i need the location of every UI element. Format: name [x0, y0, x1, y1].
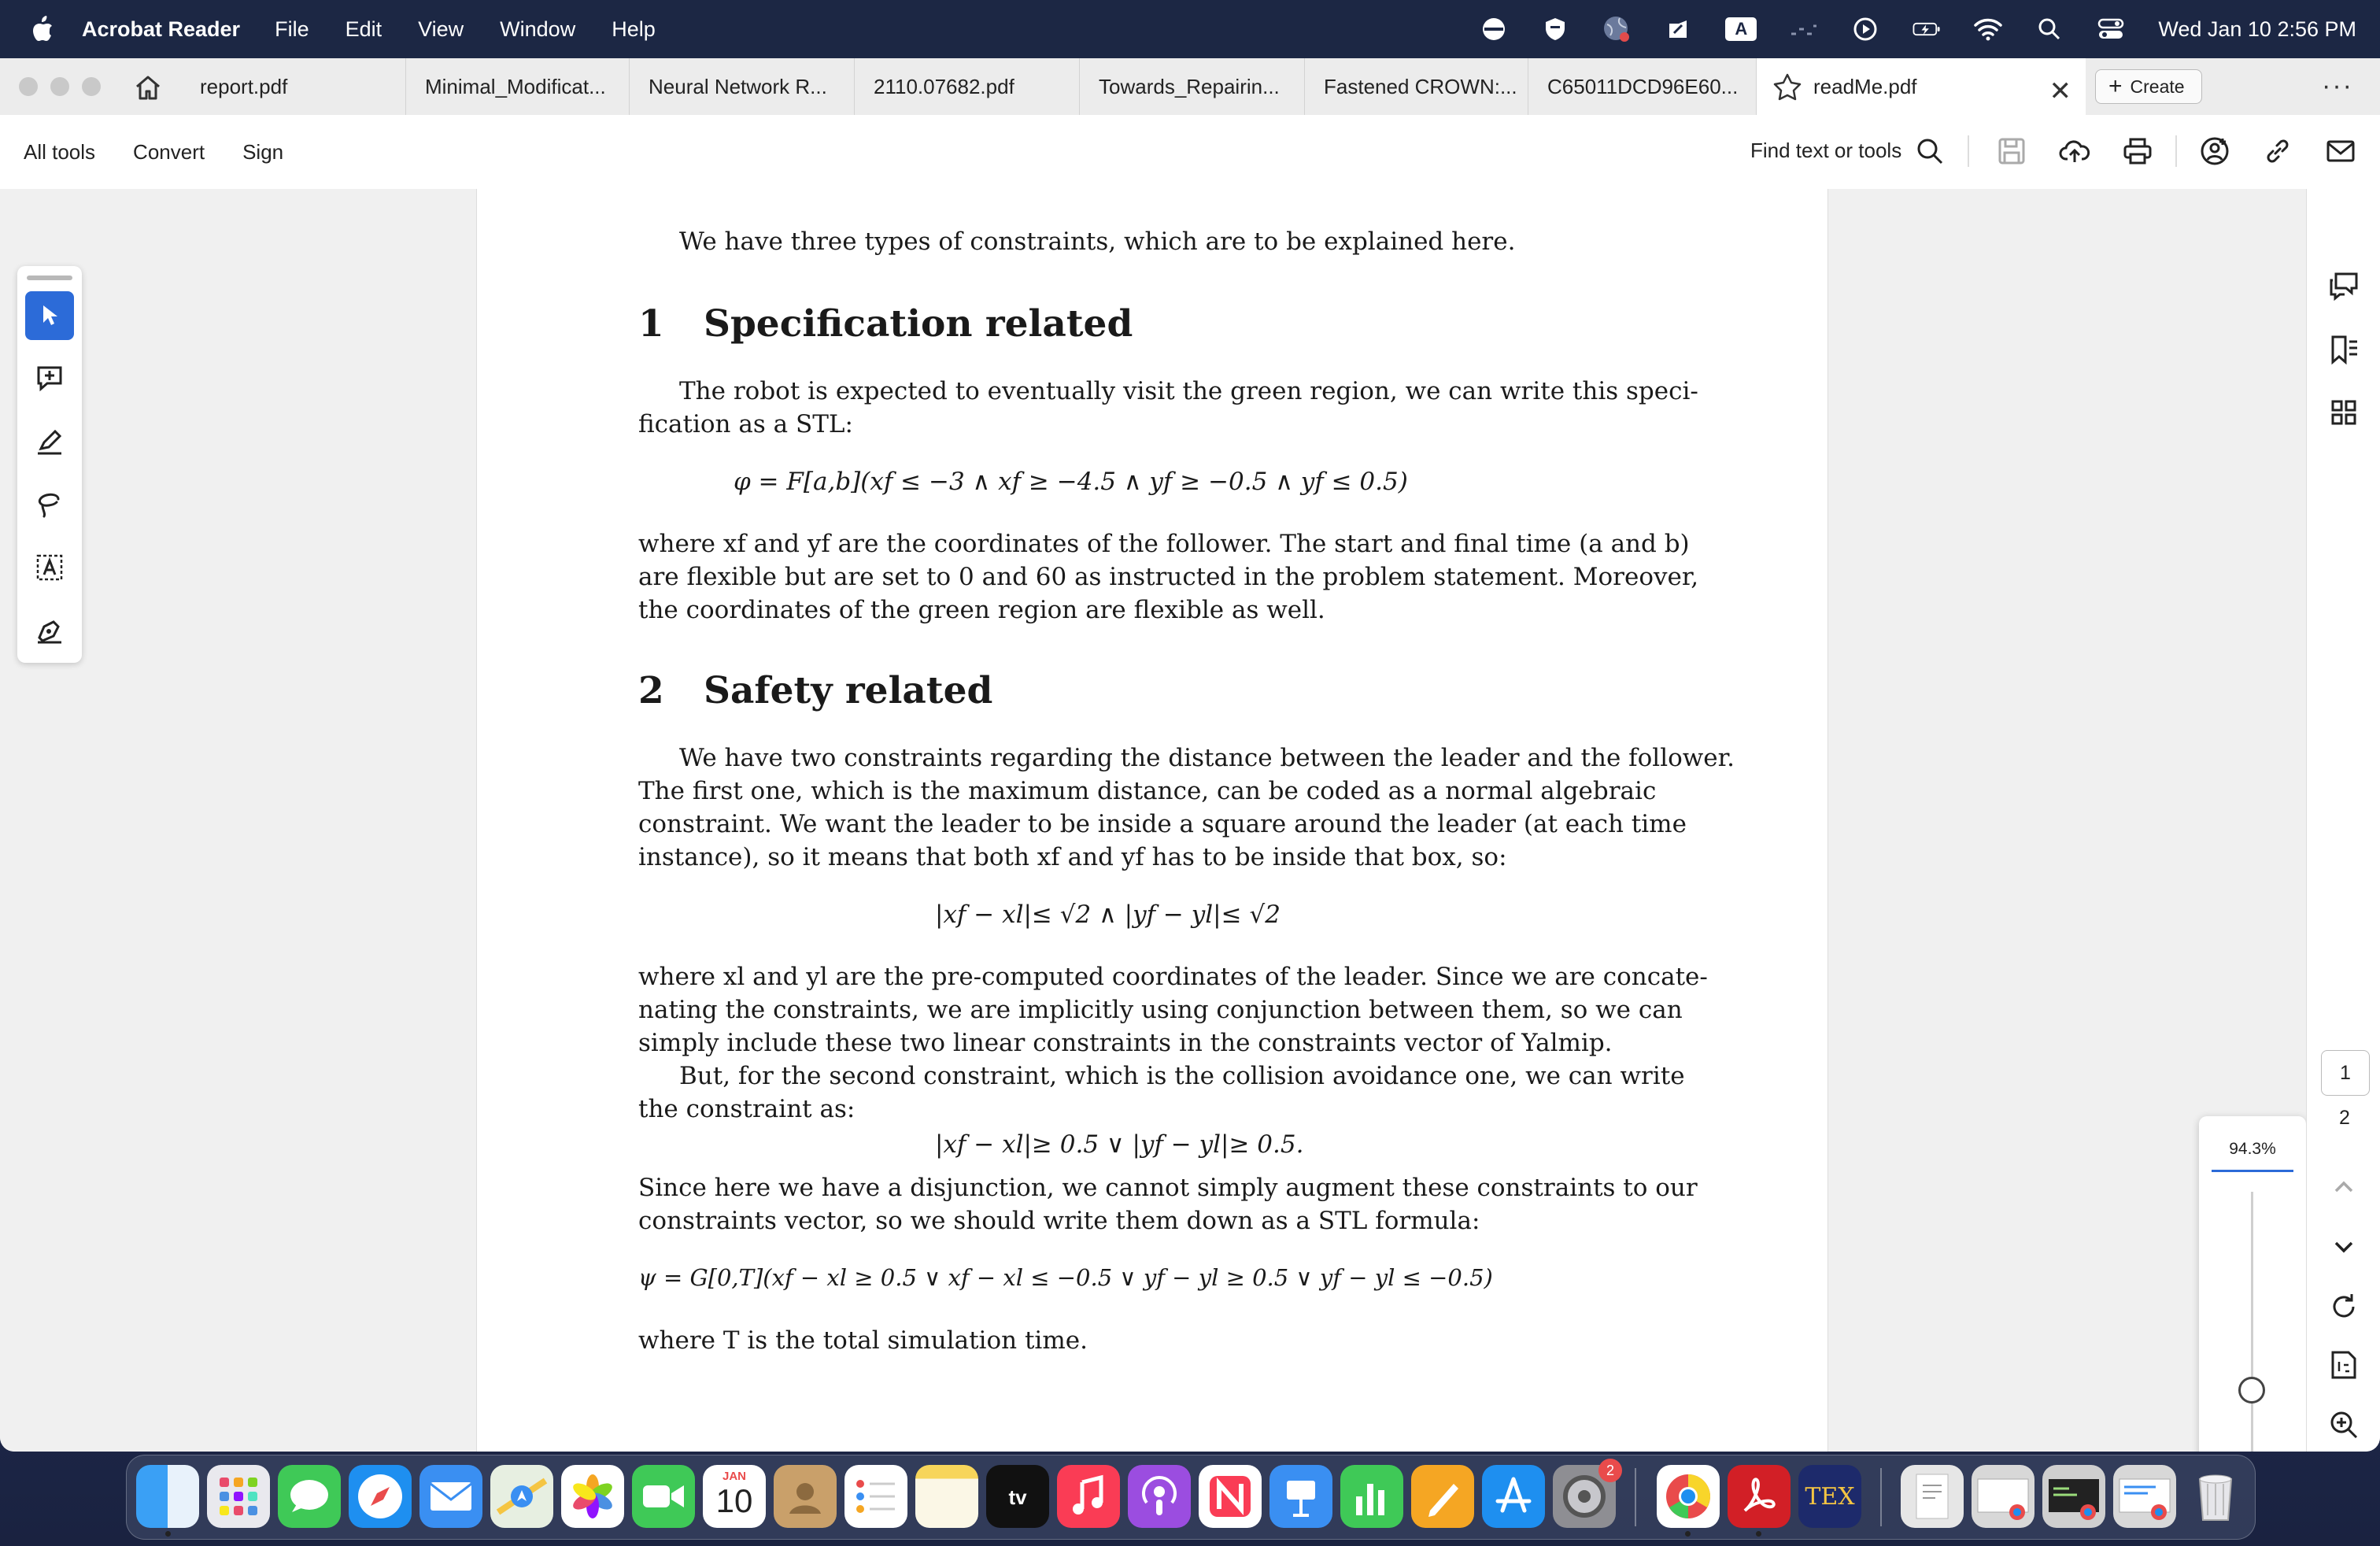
pdf-page[interactable]	[476, 189, 1828, 1452]
tab-label: 2110.07682.pdf	[874, 74, 1014, 98]
news-app-icon[interactable]	[1199, 1465, 1262, 1528]
play-status-icon[interactable]	[1851, 15, 1879, 43]
paragraph-line: the coordinates of the green region are flexible as well.	[638, 596, 1325, 624]
upload-cloud-icon[interactable]	[2059, 135, 2090, 167]
palette-drag-handle[interactable]	[27, 276, 72, 280]
paragraph-line: We have two constraints regarding the distance between the leader and the follower.	[679, 744, 1735, 772]
tab-readme[interactable]	[1757, 58, 2086, 115]
paragraph-line: where xl and yl are the pre-computed coordinates of the leader. Since we are concate-	[638, 963, 1708, 991]
contacts-app-icon[interactable]	[774, 1465, 837, 1528]
equation-collision: |xf − xl|≥ 0.5 ∨ |yf − yl|≥ 0.5.	[935, 1130, 1304, 1159]
paragraph-line: Since here we have a disjunction, we cannot simply augment these constraints to our	[638, 1174, 1698, 1202]
window-minimize-button[interactable]	[50, 77, 69, 96]
tab-label: readMe.pdf	[1813, 74, 1917, 98]
podcasts-app-icon[interactable]	[1128, 1465, 1191, 1528]
minimized-window-thumbnail[interactable]	[1972, 1465, 2034, 1528]
keyboard-input-indicator[interactable]: A	[1725, 17, 1757, 41]
paragraph-line: instance), so it means that both xf and yf has to be inside that box, so:	[638, 843, 1507, 871]
select-tool-button[interactable]	[25, 291, 74, 340]
comment-plus-icon	[35, 364, 65, 394]
comments-panel-icon[interactable]	[2328, 271, 2360, 302]
equation-psi: ψ = G[0,T](xf − xl ≥ 0.5 ∨ xf − xl ≤ −0.5 ∨ yf − yl ≥ 0.5 ∨ yf − yl ≤ −0.5)	[638, 1264, 1493, 1291]
safari-app-icon[interactable]	[349, 1465, 412, 1528]
system-settings-app-icon[interactable]	[1553, 1462, 1616, 1528]
chrome-app-icon[interactable]	[1657, 1465, 1720, 1528]
paragraph-line: constraint. We want the leader to be inside a square around the leader (at each time	[638, 810, 1687, 838]
sign-tool-button[interactable]	[25, 606, 74, 655]
menu-edit[interactable]: Edit	[345, 17, 382, 41]
tab-label: Minimal_Modificat...	[425, 74, 606, 98]
lasso-draw-icon	[35, 490, 65, 520]
sign-button[interactable]: Sign	[242, 139, 284, 164]
menu-view[interactable]: View	[418, 17, 464, 41]
notes-app-icon[interactable]	[915, 1465, 978, 1528]
paragraph-line: are flexible but are set to 0 and 60 as instructed in the problem statement. Moreover,	[638, 563, 1699, 591]
menubar-clock[interactable]: Wed Jan 10 2:56 PM	[2158, 17, 2356, 41]
paragraph-intro: We have three types of constraints, which are to be explained here.	[679, 227, 1516, 256]
mail-app-icon[interactable]	[419, 1465, 482, 1528]
launchpad-app-icon[interactable]	[207, 1465, 270, 1528]
tab-fastened-crown[interactable]	[1305, 58, 1528, 115]
zoom-popover	[2199, 1116, 2306, 1452]
music-app-icon[interactable]	[1057, 1465, 1120, 1528]
keynote-app-icon[interactable]	[1269, 1465, 1332, 1528]
paragraph-line: constraints vector, so we should write them down as a STL formula:	[638, 1207, 1480, 1235]
total-pages-label: 2	[2339, 1107, 2350, 1129]
tab-label: report.pdf	[200, 74, 288, 98]
acrobat-reader-app-icon[interactable]	[1728, 1465, 1791, 1528]
tab-label: Neural Network R...	[649, 74, 827, 98]
facetime-app-icon[interactable]	[632, 1465, 695, 1528]
tab-neural-network[interactable]	[630, 58, 855, 115]
bookmarks-panel-icon[interactable]	[2328, 334, 2360, 365]
paragraph-line: simply include these two linear constraints in the constraints vector of Yalmip.	[638, 1029, 1613, 1057]
plus-icon: +	[2108, 73, 2123, 99]
page-thumbnails-icon[interactable]	[2328, 397, 2360, 428]
next-page-chevron-down-icon[interactable]	[2328, 1231, 2360, 1263]
cursor-arrow-icon	[36, 302, 63, 329]
dock	[126, 1455, 2256, 1540]
zoom-in-icon[interactable]	[2328, 1409, 2360, 1441]
email-icon[interactable]	[2325, 135, 2356, 167]
all-tools-button[interactable]: All tools	[24, 139, 96, 164]
apple-tv-app-icon[interactable]	[986, 1465, 1049, 1528]
create-button[interactable]	[2095, 69, 2202, 104]
save-icon[interactable]	[1996, 135, 2027, 167]
rotate-icon[interactable]	[2328, 1291, 2360, 1322]
wifi-icon[interactable]	[1974, 15, 2002, 43]
main-toolbar	[0, 115, 2380, 190]
calendar-month: JAN	[722, 1470, 746, 1483]
pages-app-icon[interactable]	[1411, 1465, 1474, 1528]
paragraph-line: where xf and yf are the coordinates of the follower. The start and final time (a and b)	[638, 530, 1690, 558]
home-icon[interactable]	[134, 74, 162, 101]
messages-app-icon[interactable]	[278, 1465, 341, 1528]
share-user-icon[interactable]	[2199, 135, 2230, 167]
text-box-icon	[35, 553, 65, 583]
text-box-tool-button[interactable]	[25, 543, 74, 592]
right-sidebar-rail	[2306, 189, 2380, 1452]
numbers-app-icon[interactable]	[1340, 1465, 1403, 1528]
equation-phi: φ = F[a,b](xf ≤ −3 ∧ xf ≥ −4.5 ∧ yf ≥ −0.5 ∧ yf ≤ 0.5)	[734, 468, 1408, 496]
calendar-day: 10	[715, 1482, 753, 1519]
add-comment-tool-button[interactable]	[25, 354, 74, 403]
settings-notification-badge: 2	[1598, 1459, 1622, 1482]
create-label: Create	[2130, 76, 2185, 97]
toolbar-divider	[1968, 135, 1969, 167]
tex-label: TEX	[1805, 1482, 1855, 1511]
tab-bar	[0, 58, 2380, 116]
spotlight-search-icon[interactable]	[2035, 15, 2064, 43]
toolbar-divider	[2175, 135, 2177, 167]
minimized-window-thumbnail[interactable]	[2113, 1465, 2176, 1528]
recent-document-stack[interactable]	[1901, 1465, 1964, 1528]
shield-status-icon[interactable]	[1541, 15, 1569, 43]
paragraph-line: The first one, which is the maximum distance, can be coded as a normal algebraic	[638, 777, 1657, 805]
link-icon[interactable]	[2262, 135, 2293, 167]
fountain-pen-icon	[35, 616, 65, 645]
zoom-slider-handle[interactable]	[2238, 1377, 2265, 1404]
running-indicator	[1756, 1531, 1761, 1537]
activity-status-icon[interactable]	[1790, 15, 1818, 43]
app-name-menu[interactable]: Acrobat Reader	[82, 17, 241, 41]
paragraph-line: the constraint as:	[638, 1095, 856, 1123]
document-canvas[interactable]	[0, 189, 2306, 1452]
section-1-title: Specification related	[704, 302, 1133, 346]
texshop-app-icon[interactable]	[1798, 1465, 1861, 1528]
section-2-number: 2	[638, 669, 664, 712]
maps-app-icon[interactable]	[490, 1465, 553, 1528]
paragraph-line: But, for the second constraint, which is the collision avoidance one, we can write	[679, 1062, 1685, 1090]
control-center-icon[interactable]	[2097, 15, 2125, 43]
more-options-icon[interactable]: ···	[2322, 71, 2353, 101]
photos-app-icon[interactable]	[561, 1465, 624, 1528]
draw-tool-button[interactable]	[25, 480, 74, 529]
highlight-tool-button[interactable]	[25, 417, 74, 466]
tab-minimal-modification[interactable]	[406, 58, 630, 115]
highlighter-pen-icon	[35, 427, 65, 457]
paragraph-line: fication as a STL:	[638, 410, 853, 438]
battery-icon[interactable]	[1913, 15, 1941, 43]
tab-label: Towards_Repairin...	[1099, 74, 1280, 98]
acrobat-window	[0, 58, 2380, 1452]
menu-file[interactable]: File	[275, 17, 309, 41]
tab-towards-repairing[interactable]	[1080, 58, 1305, 115]
equation-max-distance: |xf − xl|≤ √2 ∧ |yf − yl|≤ √2	[935, 901, 1281, 929]
close-tab-icon[interactable]: ✕	[2049, 76, 2071, 106]
tab-2110-07682[interactable]	[855, 58, 1080, 115]
paragraph-line: nating the constraints, we are implicitly using conjunction between them, so we can	[638, 996, 1683, 1024]
search-icon[interactable]	[1914, 135, 1946, 167]
status-menu-icon[interactable]	[1480, 15, 1508, 43]
notes-status-icon[interactable]	[1664, 15, 1692, 43]
section-2-title: Safety related	[704, 669, 993, 712]
apple-menu-icon[interactable]	[31, 16, 54, 43]
menu-window[interactable]: Window	[500, 17, 576, 41]
reminders-app-icon[interactable]	[844, 1465, 907, 1528]
convert-button[interactable]: Convert	[133, 139, 205, 164]
star-icon[interactable]	[1772, 72, 1802, 101]
menu-help[interactable]: Help	[612, 17, 656, 41]
dock-divider	[1880, 1468, 1882, 1526]
zoom-slider-track[interactable]	[2251, 1192, 2253, 1452]
zoom-value-underline	[2212, 1170, 2293, 1172]
tab-c65011dcd96e60[interactable]	[1528, 58, 1757, 115]
vpn-globe-icon[interactable]	[1602, 15, 1631, 43]
quick-tools-palette	[17, 266, 82, 663]
app-store-icon[interactable]	[1482, 1465, 1545, 1528]
previous-page-chevron-up-icon[interactable]	[2328, 1171, 2360, 1203]
running-indicator	[1685, 1531, 1691, 1537]
menu-bar	[0, 0, 2380, 58]
tab-report[interactable]	[181, 58, 406, 115]
current-page-input[interactable]: 1	[2321, 1050, 2370, 1096]
paragraph-line: The robot is expected to eventually visit the green region, we can write this speci-	[679, 377, 1698, 405]
calendar-app-icon[interactable]	[703, 1465, 766, 1528]
page-fit-icon[interactable]	[2328, 1349, 2360, 1381]
print-icon[interactable]	[2122, 135, 2153, 167]
window-zoom-button[interactable]	[82, 77, 101, 96]
finder-app-icon[interactable]	[136, 1465, 199, 1528]
find-text-or-tools-button[interactable]: Find text or tools	[1750, 139, 1902, 162]
paragraph-line: where T is the total simulation time.	[638, 1326, 1088, 1355]
tab-label: Fastened CROWN:...	[1324, 74, 1517, 98]
minimized-window-thumbnail[interactable]	[2042, 1465, 2105, 1528]
section-1-number: 1	[638, 302, 664, 346]
tab-label: C65011DCD96E60...	[1547, 74, 1739, 98]
trash-icon[interactable]	[2184, 1465, 2247, 1528]
dock-divider	[1635, 1468, 1636, 1526]
running-indicator	[165, 1531, 171, 1537]
svg-text:tv: tv	[1008, 1485, 1027, 1509]
window-close-button[interactable]	[19, 77, 38, 96]
zoom-level-value[interactable]: 94.3%	[2229, 1140, 2276, 1158]
